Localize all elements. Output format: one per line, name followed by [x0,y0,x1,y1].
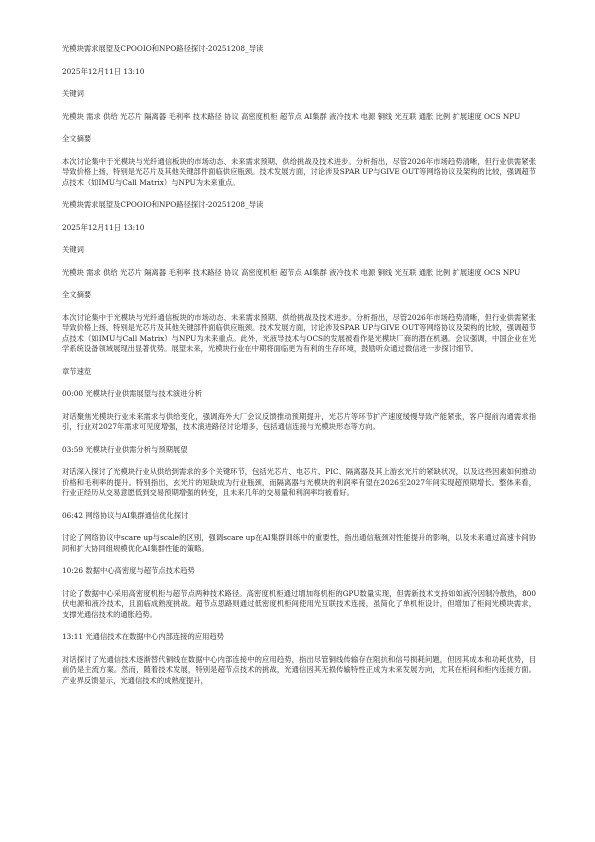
chapter-section [62,389,536,433]
summary-heading-repeat: 全文摘要 [62,290,92,299]
keywords-text: 光模块 需求 供给 光芯片 隔离器 毛利率 技术路径 协议 高密度机柜 超节点 AI集群 液冷技术 电源 铜线 光互联 通胀 比例 扩展速度 OCS NPU [62,111,521,121]
chapter-section [62,632,536,686]
chapter-body: 对话深入探讨了光模块行业从供给到需求的多个关键环节，包括光芯片、电芯片、PIC、隔离器及其上游玄光片的紧缺状况，以及这些因素如何推动价格和毛利率的提升。特别指出，玄光片的短缺成为行业瓶颈，而隔离器与光模块的利润率有望在2026至2027年间实现超预期增长。整体来看，行业正经历从交易意愿低到交易预期增强的转变，且未来几年的交易量和利润率均被看好。 [62,467,536,497]
document-page [62,44,536,686]
document-title-repeat: 光模块需求展望及CPOOIO和NPO路径探讨-20251208_导读 [62,200,264,209]
chapter-title: 10:26 数据中心高密度与超节点技术趋势 [62,566,195,575]
keywords-heading: 关键词 [62,89,84,98]
summary-heading: 全文摘要 [62,134,92,143]
chapter-body: 对话探讨了光通信技术逐渐替代铜线在数据中心内部连接中的应用趋势，指出尽管铜线传输存在阻抗和信号损耗问题，但因其成本和功耗优势，目前仍是主流方案。然而，随着技术发展，特别是超节点技术的挑战，光通信因其无损传输特性正成为未来发展方向，尤其在柜间和柜内连接方面。产业界反馈显示，光通信技术的成熟度提升， [62,654,536,685]
chapter-title: 00:00 光模块行业供需展望与技术演进分析 [62,389,203,398]
chapter-section [62,566,536,620]
document-datetime: 2025年12月11日 13:10 [62,66,145,76]
chapter-body: 讨论了数据中心采用高密度机柜与超节点两种技术路径。高密度机柜通过增加每机柜的GPU数量实现，但需新技术支持如如液冷因制冷散热，800伏电源和液冷技术，且面临成熟度挑战。超节点思路则通过低密度机柜间使用光互联技术连接，虽简化了单机柜设计，但增加了柜间光模块需求，支撑光通信技术的通胀趋势。 [62,588,536,619]
summary-text: 本次讨论集中于光模块与光纤通信板块的市场动态、未来需求预期、供给挑战及技术进步。分析指出，尽管2026年市场趋势清晰，但行业供需紧张导致价格上扬，特别是光芯片及其他关键部件面临供应瓶颈。技术发展方面，讨论涉及SPAR UP与GIVE OUT等网络协议及架构的比较，强调超节点技术（如IMU与Call Matrix）与NPU为未来重点。 [62,156,536,187]
chapter-title: 06:42 网络协议与AI集群通信优化探讨 [62,510,189,520]
chapter-body: 讨论了网络协议中scare up与scale的区别，强调scare up在AI集群训练中的重要性，指出通信瓶颈对性能提升的影响，以及未来通过高速卡间协同和扩大协同组规模优化AI集群性能的策略。 [62,533,536,553]
chapters-heading: 章节速览 [62,366,92,376]
chapter-title: 13:11 光通信技术在数据中心内部连接的应用趋势 [62,632,224,641]
keywords-heading-repeat: 关键词 [62,245,84,254]
chapter-section [62,445,536,499]
chapter-body: 对话聚焦光模块行业未来需求与供给变化，强调海外大厂会议反馈推动预期提升，光芯片等环节扩产速度缓慢导致产能紧张，客户提前沟通需求指引，行业对2027年需求可见度增强，技术演进路径讨论增多，包括通信连接与光模块形态等方向。 [62,411,536,431]
summary-text-repeat: 本次讨论集中于光模块与光纤通信板块的市场动态、未来需求预期、供给挑战及技术进步。分析指出，尽管2026年市场趋势清晰，但行业供需紧张导致价格上扬，特别是光芯片及其他关键部件面临供应瓶颈。技术发展方面，讨论涉及SPAR UP与GIVE OUT等网络协议及架构的比较，强调超节点技术（如IMU与Call Matrix）与NPU为未来重点。此外，光液导技术与OCS的发展被看作是光模块厂商的潜在机遇。会议强调，中国企业在光学系统设备领域展现出显著优势。展望未来，光模块行业在中期将面临更为有利的生存环境，鼓励听众通过微信进一步探讨细节。 [62,312,536,353]
keywords-text-repeat: 光模块 需求 供给 光芯片 隔离器 毛利率 技术路径 协议 高密度机柜 超节点 AI集群 液冷技术 电源 铜线 光互联 通胀 比例 扩展速度 OCS NPU [62,267,521,277]
document-title: 光模块需求展望及CPOOIO和NPO路径探讨-20251208_导读 [62,44,264,53]
chapter-title: 03:59 光模块行业供需分析与预期展望 [62,444,188,454]
chapter-section [62,511,536,555]
document-datetime-repeat: 2025年12月11日 13:10 [62,222,145,232]
